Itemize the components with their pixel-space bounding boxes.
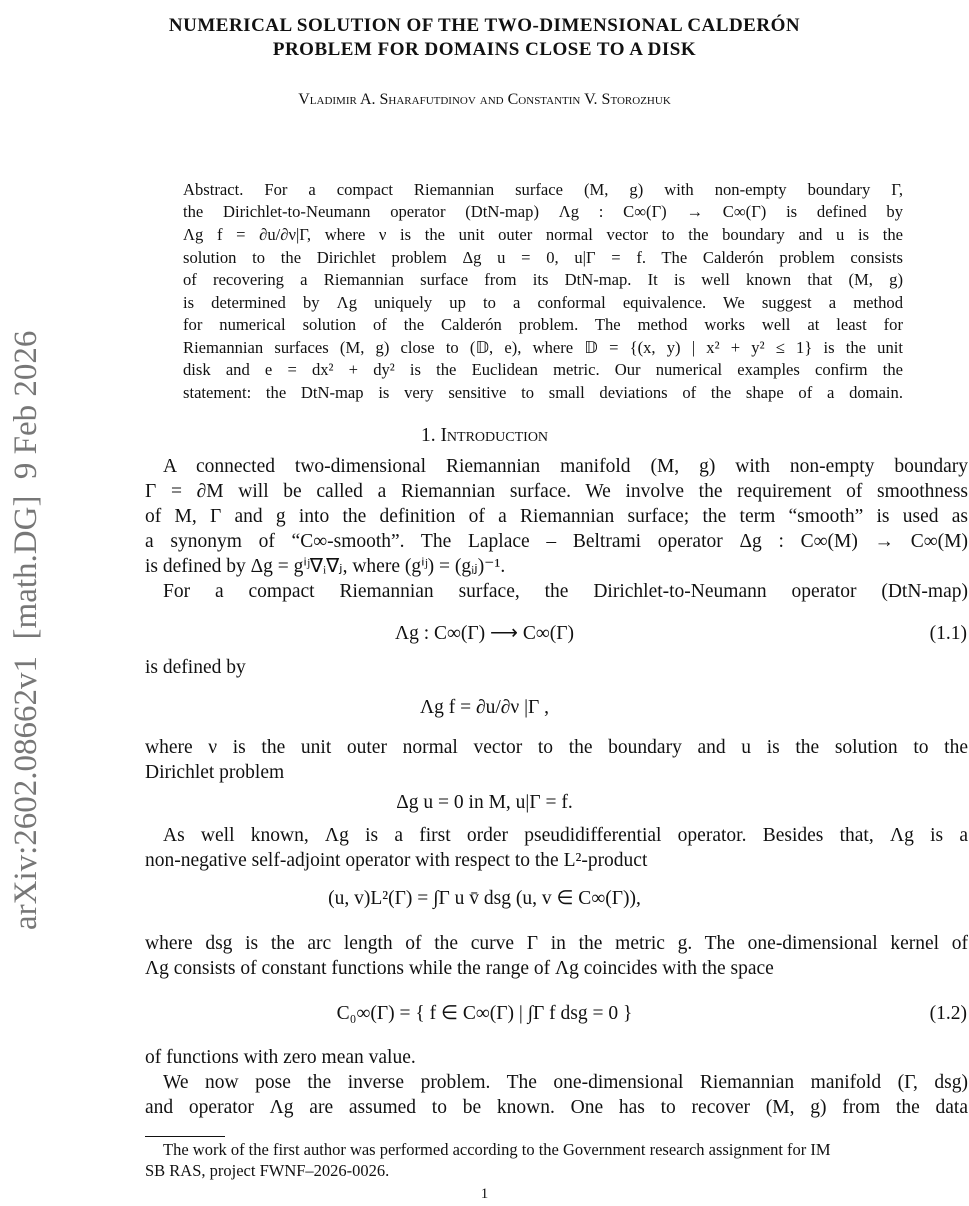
footnote-line: The work of the first author was performed according to the Government research assignment for IM [163, 1140, 831, 1159]
text-line: For a compact Riemannian surface, the Dirichlet-to-Neumann operator (DtN-map) [163, 581, 968, 602]
text-line: of M, Γ and g into the definition of a Riemannian surface; the term “smooth” is used as [145, 506, 968, 527]
equation-number: (1.1) [929, 623, 967, 644]
page-number: 1 [480, 1186, 489, 1202]
text-line: A connected two-dimensional Riemannian manifold (M, g) with non-empty boundary [163, 456, 968, 477]
paper-title-line-1: NUMERICAL SOLUTION OF THE TWO-DIMENSIONAL CALDERÓN [168, 15, 801, 36]
abstract-line: the Dirichlet-to-Neumann operator (DtN-map) Λg : C∞(Γ) → C∞(Γ) is defined by [183, 202, 903, 221]
footnote-line: SB RAS, project FWNF–2026-0026. [145, 1161, 390, 1180]
text-line: Λg consists of constant functions while the range of Λg coincides with the space [145, 958, 774, 979]
text-line: Dirichlet problem [145, 762, 285, 783]
abstract-line: Λg f = ∂u/∂ν|Γ, where ν is the unit outer normal vector to the boundary and u is the [183, 225, 903, 244]
equation-dtn-definition: Λg f = ∂u/∂ν |Γ , [419, 697, 550, 718]
text-line: and operator Λg are assumed to be known. One has to recover (M, g) from the data [145, 1097, 968, 1118]
arxiv-stamp: arXiv:2602.08662v1 [math.DG] 9 Feb 2026 [8, 330, 44, 930]
section-heading: 1. Introduction [420, 425, 549, 446]
equation-number: (1.2) [929, 1003, 967, 1024]
text-line: is defined by [145, 657, 246, 678]
equation-1-1: Λg : C∞(Γ) ⟶ C∞(Γ) [394, 623, 575, 644]
text-line: where ν is the unit outer normal vector to the boundary and u is the solution to the [145, 737, 968, 758]
text-line: Γ = ∂M will be called a Riemannian surface. We involve the requirement of smoothness [145, 481, 968, 502]
equation-1-2: C₀∞(Γ) = { f ∈ C∞(Γ) | ∫Γ f dsg = 0 } [336, 1003, 633, 1024]
text-line: is defined by Δg = gⁱʲ∇ᵢ∇ⱼ, where (gⁱʲ) = (gᵢⱼ)⁻¹. [145, 556, 506, 577]
text-line: non-negative self-adjoint operator with respect to the L²-product [145, 850, 648, 871]
abstract-line: statement: the DtN-map is very sensitive to small deviations of the shape of a domain. [183, 383, 903, 402]
paper-title-line-2: PROBLEM FOR DOMAINS CLOSE TO A DISK [272, 39, 697, 60]
text-line: where dsg is the arc length of the curve Γ in the metric g. The one-dimensional kernel of [145, 933, 968, 954]
abstract-line: disk and e = dx² + dy² is the Euclidean metric. Our numerical examples confirm the [183, 360, 903, 379]
abstract-line: for numerical solution of the Calderón problem. The method works well at least for [183, 315, 903, 334]
abstract-line: is determined by Λg uniquely up to a conformal equivalence. We suggest a method [183, 293, 903, 312]
authors: Vladimir A. Sharafutdinov and Constantin V. Storozhuk [298, 91, 671, 108]
equation-l2-product: (u, v)L²(Γ) = ∫Γ u v̄ dsg (u, v ∈ C∞(Γ)), [328, 888, 641, 909]
abstract-line: of recovering a Riemannian surface from its DtN-map. It is well known that (M, g) [183, 270, 903, 289]
abstract-line: Abstract. For a compact Riemannian surface (M, g) with non-empty boundary Γ, [183, 180, 903, 199]
text-line: We now pose the inverse problem. The one-dimensional Riemannian manifold (Γ, dsg) [163, 1072, 968, 1093]
abstract-line: Riemannian surfaces (M, g) close to (𝔻, e), where 𝔻 = {(x, y) | x² + y² ≤ 1} is the unit [183, 338, 903, 357]
equation-dirichlet-problem: Δg u = 0 in M, u|Γ = f. [396, 792, 573, 813]
text-line: a synonym of “C∞-smooth”. The Laplace – Beltrami operator Δg : C∞(M) → C∞(M) [145, 531, 968, 552]
text-line: of functions with zero mean value. [145, 1047, 416, 1068]
text-line: As well known, Λg is a first order pseudidifferential operator. Besides that, Λg is a [163, 825, 968, 846]
abstract-line: solution to the Dirichlet problem Δg u = 0, u|Γ = f. The Calderón problem consists [183, 248, 903, 267]
footnote-rule [145, 1136, 225, 1137]
